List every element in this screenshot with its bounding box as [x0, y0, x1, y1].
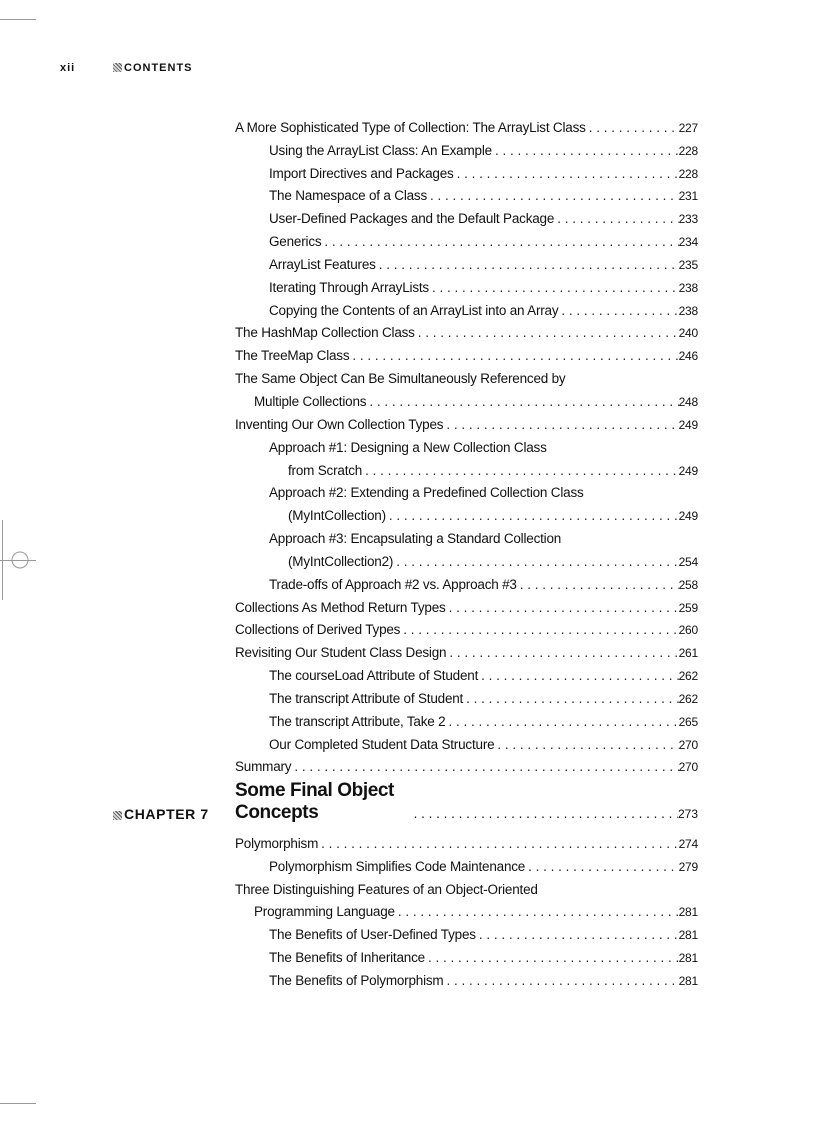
- chapter-page: 273: [677, 807, 698, 821]
- toc-entry: [235, 943, 698, 966]
- dot-leader: [558, 303, 678, 319]
- chapter-row: [235, 780, 698, 824]
- toc-entry-page: 258: [678, 577, 698, 592]
- toc-entry-page: 249: [678, 463, 698, 478]
- toc-entry-title: User-Defined Packages and the Default Package: [269, 211, 555, 227]
- toc-entry-title: (MyIntCollection): [288, 508, 386, 524]
- toc-entry: [235, 730, 698, 753]
- toc-entry: [235, 829, 698, 852]
- dot-leader: [321, 234, 678, 250]
- toc-entry-page: 265: [678, 714, 698, 729]
- toc-entry-title: Trade-offs of Approach #2 vs. Approach #3: [269, 576, 517, 592]
- toc-entry-title: Collections As Method Return Types: [235, 599, 446, 615]
- toc-entry-page: 261: [678, 646, 698, 661]
- toc-entry-page: 228: [678, 166, 698, 181]
- dot-leader: [291, 759, 678, 775]
- dot-leader: [366, 394, 678, 410]
- chapter-heading: [113, 780, 698, 824]
- toc-entry-title: Our Completed Student Data Structure: [269, 736, 495, 752]
- dot-leader: [349, 348, 678, 364]
- toc-entry-title: Using the ArrayList Class: An Example: [269, 142, 492, 158]
- dot-leader: [443, 417, 678, 433]
- dot-leader: [525, 859, 678, 875]
- toc-entry-page: 249: [678, 509, 698, 524]
- dot-leader: [427, 188, 679, 204]
- toc-entry-page: 259: [678, 600, 698, 615]
- chapter-label-text: CHAPTER 7: [124, 806, 209, 822]
- toc-entry: [235, 570, 698, 593]
- dot-leader: [492, 143, 679, 159]
- toc-entry-title: Approach #1: Designing a New Collection Class: [269, 439, 547, 455]
- toc-entry-page: 270: [678, 737, 698, 752]
- toc-entry-page: 260: [678, 623, 698, 638]
- registration-mark: [8, 548, 32, 572]
- toc-entry-title: A More Sophisticated Type of Collection: The ArrayList Class: [235, 119, 586, 135]
- dot-leader: [376, 257, 679, 273]
- toc-entry-title: The transcript Attribute of Student: [269, 690, 464, 706]
- toc-entry: [235, 341, 698, 364]
- dot-leader: [425, 950, 679, 966]
- toc-entry: [235, 661, 698, 684]
- toc-entry: [235, 898, 698, 921]
- dot-leader: [318, 836, 678, 852]
- toc-entry-page: 281: [678, 928, 698, 943]
- hatch-icon: [113, 811, 122, 820]
- toc-entry: [235, 364, 698, 387]
- hatch-icon: [113, 63, 122, 72]
- dot-leader: [362, 463, 678, 479]
- dot-leader: [443, 973, 678, 989]
- toc-entry-page: 249: [678, 417, 698, 432]
- toc-entry: [235, 136, 698, 159]
- toc-entry: [235, 113, 698, 136]
- toc-entry-page: 281: [678, 905, 698, 920]
- chapter-label: [113, 806, 209, 822]
- toc-entry-title: The TreeMap Class: [235, 348, 350, 364]
- toc-entry-title: from Scratch: [288, 462, 363, 478]
- dot-leader: [554, 211, 678, 227]
- toc-entry-page: 248: [678, 394, 698, 409]
- toc-entry: [235, 182, 698, 205]
- section-title: CONTENTS: [124, 62, 193, 74]
- dot-leader: [454, 166, 679, 182]
- dot-leader: [393, 554, 678, 570]
- toc-entry-page: 254: [678, 554, 698, 569]
- toc-entry-page: 281: [678, 973, 698, 988]
- toc-entry-title: The Namespace of a Class: [269, 188, 428, 204]
- toc-entry: [235, 593, 698, 616]
- toc-entry: [235, 250, 698, 273]
- toc-entry-page: 238: [678, 303, 698, 318]
- toc-entry-page: 246: [678, 349, 698, 364]
- toc-entry-title: The transcript Attribute, Take 2: [269, 713, 446, 729]
- toc-entry: [235, 966, 698, 989]
- dot-leader: [494, 737, 678, 753]
- dot-leader: [400, 622, 678, 638]
- toc-entry-title: Approach #3: Encapsulating a Standard Collection: [269, 531, 562, 547]
- toc-entry-title: The Benefits of Inheritance: [269, 950, 425, 966]
- toc-entry: [235, 616, 698, 639]
- toc-entry: [235, 227, 698, 250]
- toc-entry: [235, 753, 698, 776]
- toc-entry-page: 270: [678, 760, 698, 775]
- toc-entry: [235, 875, 698, 898]
- toc-entry-page: 262: [678, 691, 698, 706]
- toc-entry-page: 274: [678, 836, 698, 851]
- toc-entry: [235, 684, 698, 707]
- toc-entry-title: Iterating Through ArrayLists: [269, 279, 429, 295]
- toc-entry: [235, 387, 698, 410]
- toc-entry-page: 227: [678, 120, 698, 135]
- toc-entry-title: The Benefits of Polymorphism: [269, 972, 444, 988]
- toc-entry-title: ArrayList Features: [269, 256, 376, 272]
- toc-entry: [235, 852, 698, 875]
- toc-entry-page: 281: [678, 951, 698, 966]
- dot-leader: [406, 806, 678, 824]
- dot-leader: [517, 577, 679, 593]
- toc-entry-title: Revisiting Our Student Class Design: [235, 645, 447, 661]
- toc-entry-title: Programming Language: [254, 904, 395, 920]
- dot-leader: [478, 668, 678, 684]
- toc-entry-page: 240: [678, 326, 698, 341]
- toc-entry-title: (MyIntCollection2): [288, 553, 394, 569]
- crop-mark: [0, 1103, 36, 1104]
- chapter-title: Some Final Object Concepts: [235, 780, 394, 823]
- toc-entry-page: 238: [678, 280, 698, 295]
- dot-leader: [445, 714, 678, 730]
- toc-entry-title: The Same Object Can Be Simultaneously Referenced by: [235, 371, 566, 387]
- dot-leader: [386, 508, 679, 524]
- toc-entry: [235, 456, 698, 479]
- page-number: xii: [60, 62, 76, 74]
- toc-entry: [235, 547, 698, 570]
- toc-entry-title: Approach #2: Extending a Predefined Collection Class: [269, 485, 584, 501]
- toc-entry-page: 279: [678, 859, 698, 874]
- toc-entry: [235, 707, 698, 730]
- toc-entry-title: The HashMap Collection Class: [235, 325, 415, 341]
- dot-leader: [463, 691, 678, 707]
- toc-entry: [235, 524, 698, 547]
- toc-entry-title: Inventing Our Own Collection Types: [235, 416, 444, 432]
- toc-entry-title: Polymorphism Simplifies Code Maintenance: [269, 858, 526, 874]
- toc-entry: [235, 296, 698, 319]
- toc-entry: [235, 920, 698, 943]
- toc-entry: [235, 319, 698, 342]
- toc-entry: [235, 433, 698, 456]
- toc-entry-page: 262: [678, 669, 698, 684]
- dot-leader: [446, 600, 679, 616]
- dot-leader: [446, 645, 678, 661]
- toc-entry-page: 234: [678, 235, 698, 250]
- toc-entry-title: Three Distinguishing Features of an Object-Oriented: [235, 881, 538, 897]
- toc-entry-page: 235: [678, 257, 698, 272]
- toc-entry: [235, 204, 698, 227]
- toc-entry-title: Summary: [235, 759, 292, 775]
- toc-entry-title: Copying the Contents of an ArrayList into an Array: [269, 302, 559, 318]
- toc-entry-title: Generics: [269, 234, 322, 250]
- crop-mark: [0, 19, 36, 20]
- toc-list-top: [235, 113, 698, 775]
- toc-entry-page: 228: [678, 143, 698, 158]
- dot-leader: [429, 280, 679, 296]
- toc-list-bottom: [235, 829, 698, 989]
- toc-entry: [235, 273, 698, 296]
- toc-entry-title: Polymorphism: [235, 835, 319, 851]
- toc-entry-title: Import Directives and Packages: [269, 165, 454, 181]
- toc-entry-page: 231: [678, 189, 698, 204]
- toc-entry: [235, 410, 698, 433]
- toc-entry-title: Collections of Derived Types: [235, 622, 401, 638]
- section-label: [113, 61, 193, 75]
- toc-entry: [235, 501, 698, 524]
- toc-entry: [235, 638, 698, 661]
- dot-leader: [415, 325, 679, 341]
- dot-leader: [586, 120, 679, 136]
- toc-entry: [235, 479, 698, 502]
- dot-leader: [395, 904, 679, 920]
- toc-entry-title: The Benefits of User-Defined Types: [269, 927, 476, 943]
- toc-entry-page: 233: [678, 212, 698, 227]
- toc-entry-title: The courseLoad Attribute of Student: [269, 668, 479, 684]
- toc-entry: [235, 159, 698, 182]
- toc-entry-title: Multiple Collections: [254, 393, 367, 409]
- dot-leader: [476, 927, 679, 943]
